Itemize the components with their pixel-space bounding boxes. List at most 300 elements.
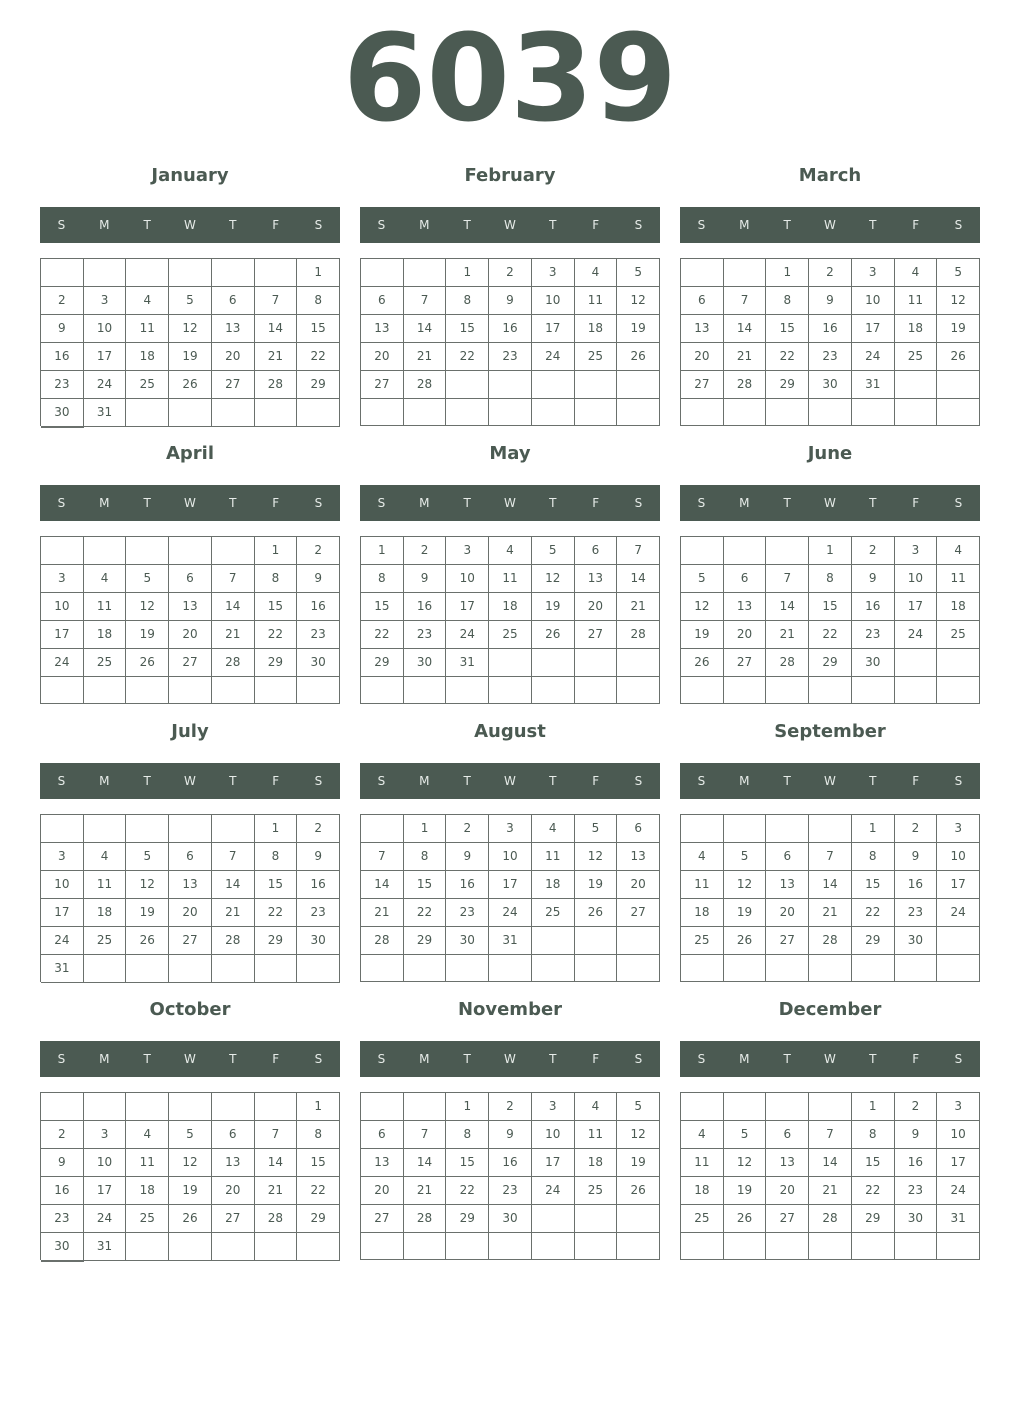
- day-cell: 29: [255, 649, 298, 677]
- empty-day-cell: [937, 677, 980, 704]
- day-cell: 19: [724, 899, 767, 927]
- empty-day-cell: [404, 1233, 447, 1260]
- weekday-label: F: [912, 218, 920, 232]
- day-cell: 28: [766, 649, 809, 677]
- month-january: [40, 160, 340, 422]
- day-cell: 23: [41, 371, 84, 399]
- month-july: [40, 716, 340, 978]
- day-grid: [360, 1092, 660, 1260]
- empty-day-cell: [532, 1233, 575, 1260]
- weekday-label: T: [869, 1052, 877, 1066]
- day-cell: 12: [724, 871, 767, 899]
- day-cell: 10: [446, 565, 489, 593]
- empty-day-cell: [126, 677, 169, 704]
- day-cell: 20: [169, 899, 212, 927]
- weekday-label: S: [634, 496, 643, 510]
- day-cell: 28: [404, 1205, 447, 1233]
- weekday-label: F: [592, 1052, 600, 1066]
- empty-day-cell: [895, 371, 938, 399]
- empty-day-cell: [489, 371, 532, 399]
- month-november: [360, 994, 660, 1256]
- day-cell: 12: [575, 843, 618, 871]
- empty-day-cell: [126, 399, 169, 427]
- day-grid: [360, 814, 660, 982]
- day-cell: 22: [766, 343, 809, 371]
- weekday-label: M: [99, 1052, 110, 1066]
- day-cell: 5: [575, 815, 618, 843]
- day-cell: 24: [532, 1177, 575, 1205]
- weekday-label: T: [869, 218, 877, 232]
- day-cell: 4: [126, 1121, 169, 1149]
- day-cell: 10: [84, 1149, 127, 1177]
- day-cell: 30: [852, 649, 895, 677]
- empty-day-cell: [681, 259, 724, 287]
- empty-day-cell: [446, 677, 489, 704]
- empty-day-cell: [169, 399, 212, 427]
- empty-day-cell: [404, 955, 447, 982]
- day-cell: 6: [724, 565, 767, 593]
- empty-day-cell: [809, 677, 852, 704]
- day-cell: 16: [895, 1149, 938, 1177]
- day-cell: 30: [895, 927, 938, 955]
- empty-day-cell: [446, 371, 489, 399]
- day-cell: 10: [41, 871, 84, 899]
- day-cell: 17: [532, 315, 575, 343]
- day-cell: 24: [489, 899, 532, 927]
- day-cell: 1: [446, 1093, 489, 1121]
- empty-day-cell: [41, 259, 84, 287]
- empty-day-cell: [84, 815, 127, 843]
- day-cell: 23: [404, 621, 447, 649]
- empty-day-cell: [681, 1093, 724, 1121]
- day-cell: 19: [937, 315, 980, 343]
- empty-day-cell: [617, 1205, 660, 1233]
- day-cell: 9: [404, 565, 447, 593]
- day-cell: 27: [724, 649, 767, 677]
- day-cell: 25: [895, 343, 938, 371]
- weekday-header: [680, 485, 980, 521]
- day-cell: 14: [212, 593, 255, 621]
- weekday-label: S: [697, 774, 706, 788]
- month-name: December: [778, 999, 882, 1020]
- day-cell: 15: [809, 593, 852, 621]
- day-cell: 21: [617, 593, 660, 621]
- day-cell: 31: [84, 1233, 127, 1261]
- weekday-label: S: [954, 496, 963, 510]
- empty-day-cell: [766, 955, 809, 982]
- weekday-label: S: [314, 218, 323, 232]
- empty-day-cell: [489, 677, 532, 704]
- weekday-label: W: [824, 774, 836, 788]
- day-cell: 7: [809, 843, 852, 871]
- weekday-label: F: [272, 1052, 280, 1066]
- day-cell: 11: [895, 287, 938, 315]
- day-cell: 20: [766, 1177, 809, 1205]
- day-cell: 19: [532, 593, 575, 621]
- day-cell: 9: [446, 843, 489, 871]
- empty-day-cell: [126, 259, 169, 287]
- day-cell: 15: [446, 1149, 489, 1177]
- day-cell: 19: [681, 621, 724, 649]
- empty-day-cell: [575, 677, 618, 704]
- day-cell: 9: [297, 843, 340, 871]
- day-cell: 26: [724, 927, 767, 955]
- day-cell: 30: [297, 927, 340, 955]
- empty-day-cell: [809, 1233, 852, 1260]
- month-name: March: [798, 165, 862, 186]
- empty-day-cell: [809, 955, 852, 982]
- weekday-label: M: [419, 774, 430, 788]
- day-cell: 28: [255, 371, 298, 399]
- day-cell: 23: [809, 343, 852, 371]
- day-cell: 18: [489, 593, 532, 621]
- day-cell: 18: [575, 1149, 618, 1177]
- day-cell: 24: [41, 649, 84, 677]
- weekday-label: W: [824, 218, 836, 232]
- day-grid: [680, 814, 980, 982]
- empty-day-cell: [255, 1233, 298, 1261]
- day-cell: 23: [446, 899, 489, 927]
- day-cell: 9: [41, 315, 84, 343]
- day-cell: 1: [297, 1093, 340, 1121]
- day-cell: 2: [809, 259, 852, 287]
- day-cell: 1: [361, 537, 404, 565]
- empty-day-cell: [681, 399, 724, 426]
- weekday-label: S: [57, 496, 66, 510]
- month-name: February: [464, 165, 556, 186]
- weekday-label: T: [783, 218, 791, 232]
- day-cell: 13: [681, 315, 724, 343]
- month-october: [40, 994, 340, 1256]
- empty-day-cell: [724, 1233, 767, 1260]
- weekday-label: S: [954, 1052, 963, 1066]
- day-cell: 30: [404, 649, 447, 677]
- day-cell: 18: [126, 1177, 169, 1205]
- day-cell: 14: [404, 315, 447, 343]
- empty-day-cell: [446, 399, 489, 426]
- day-cell: 14: [617, 565, 660, 593]
- day-cell: 27: [169, 649, 212, 677]
- day-cell: 2: [404, 537, 447, 565]
- weekday-label: M: [99, 218, 110, 232]
- empty-day-cell: [361, 955, 404, 982]
- day-cell: 22: [297, 1177, 340, 1205]
- day-cell: 10: [532, 1121, 575, 1149]
- day-cell: 4: [575, 1093, 618, 1121]
- day-cell: 6: [212, 287, 255, 315]
- weekday-label: F: [272, 774, 280, 788]
- empty-day-cell: [532, 927, 575, 955]
- day-cell: 21: [404, 343, 447, 371]
- empty-day-cell: [895, 399, 938, 426]
- weekday-label: T: [229, 218, 237, 232]
- month-september: [680, 716, 980, 978]
- day-cell: 20: [766, 899, 809, 927]
- empty-day-cell: [404, 259, 447, 287]
- empty-day-cell: [41, 677, 84, 704]
- day-cell: 14: [255, 1149, 298, 1177]
- empty-day-cell: [937, 1233, 980, 1260]
- empty-day-cell: [84, 955, 127, 983]
- day-cell: 1: [297, 259, 340, 287]
- day-cell: 5: [126, 843, 169, 871]
- day-cell: 16: [809, 315, 852, 343]
- empty-day-cell: [212, 259, 255, 287]
- empty-day-cell: [41, 427, 84, 428]
- empty-day-cell: [532, 371, 575, 399]
- day-cell: 21: [212, 899, 255, 927]
- weekday-label: M: [419, 1052, 430, 1066]
- weekday-label: F: [912, 496, 920, 510]
- day-cell: 7: [212, 565, 255, 593]
- day-cell: 29: [297, 371, 340, 399]
- weekday-label: W: [184, 496, 196, 510]
- empty-day-cell: [895, 1233, 938, 1260]
- day-cell: 9: [895, 1121, 938, 1149]
- empty-day-cell: [724, 259, 767, 287]
- day-cell: 11: [937, 565, 980, 593]
- day-cell: 17: [852, 315, 895, 343]
- day-cell: 5: [126, 565, 169, 593]
- day-cell: 24: [852, 343, 895, 371]
- weekday-label: W: [184, 774, 196, 788]
- day-cell: 30: [489, 1205, 532, 1233]
- day-cell: 6: [212, 1121, 255, 1149]
- day-cell: 13: [361, 315, 404, 343]
- weekday-label: W: [504, 774, 516, 788]
- day-cell: 13: [617, 843, 660, 871]
- day-cell: 16: [41, 1177, 84, 1205]
- day-cell: 25: [681, 927, 724, 955]
- day-cell: 20: [724, 621, 767, 649]
- day-cell: 30: [41, 399, 84, 427]
- day-cell: 27: [169, 927, 212, 955]
- weekday-label: T: [783, 1052, 791, 1066]
- weekday-header: [40, 485, 340, 521]
- empty-day-cell: [617, 371, 660, 399]
- day-cell: 26: [169, 371, 212, 399]
- day-cell: 12: [532, 565, 575, 593]
- day-cell: 8: [255, 843, 298, 871]
- day-cell: 17: [937, 1149, 980, 1177]
- weekday-label: T: [143, 218, 151, 232]
- day-cell: 25: [681, 1205, 724, 1233]
- empty-day-cell: [724, 1093, 767, 1121]
- day-cell: 20: [575, 593, 618, 621]
- weekday-label: S: [697, 218, 706, 232]
- empty-day-cell: [937, 371, 980, 399]
- day-cell: 13: [766, 871, 809, 899]
- empty-day-cell: [681, 955, 724, 982]
- day-cell: 22: [255, 621, 298, 649]
- day-cell: 13: [212, 1149, 255, 1177]
- day-cell: 3: [852, 259, 895, 287]
- day-cell: 19: [169, 1177, 212, 1205]
- weekday-label: S: [954, 218, 963, 232]
- day-grid: [680, 536, 980, 704]
- day-cell: 2: [489, 259, 532, 287]
- day-cell: 15: [361, 593, 404, 621]
- empty-day-cell: [255, 955, 298, 983]
- day-cell: 18: [895, 315, 938, 343]
- day-cell: 27: [681, 371, 724, 399]
- weekday-label: M: [419, 218, 430, 232]
- day-cell: 16: [446, 871, 489, 899]
- empty-day-cell: [255, 677, 298, 704]
- day-cell: 29: [361, 649, 404, 677]
- day-cell: 28: [255, 1205, 298, 1233]
- day-cell: 8: [361, 565, 404, 593]
- day-cell: 17: [41, 621, 84, 649]
- empty-day-cell: [575, 955, 618, 982]
- day-cell: 6: [681, 287, 724, 315]
- empty-day-cell: [937, 649, 980, 677]
- empty-day-cell: [361, 1093, 404, 1121]
- day-cell: 8: [852, 843, 895, 871]
- empty-day-cell: [724, 815, 767, 843]
- day-cell: 5: [617, 259, 660, 287]
- empty-day-cell: [446, 1233, 489, 1260]
- empty-day-cell: [297, 677, 340, 704]
- day-cell: 23: [489, 1177, 532, 1205]
- day-cell: 2: [41, 1121, 84, 1149]
- empty-day-cell: [297, 399, 340, 427]
- empty-day-cell: [169, 815, 212, 843]
- empty-day-cell: [169, 537, 212, 565]
- day-cell: 31: [852, 371, 895, 399]
- day-cell: 9: [895, 843, 938, 871]
- weekday-label: T: [869, 496, 877, 510]
- day-cell: 9: [297, 565, 340, 593]
- weekday-label: T: [229, 1052, 237, 1066]
- empty-day-cell: [361, 259, 404, 287]
- day-cell: 2: [297, 537, 340, 565]
- day-cell: 12: [169, 1149, 212, 1177]
- empty-day-cell: [212, 1093, 255, 1121]
- day-grid: [680, 1092, 980, 1260]
- day-cell: 21: [255, 343, 298, 371]
- day-cell: 25: [575, 1177, 618, 1205]
- empty-day-cell: [617, 677, 660, 704]
- day-cell: 3: [41, 565, 84, 593]
- empty-day-cell: [575, 927, 618, 955]
- day-cell: 31: [41, 955, 84, 983]
- day-cell: 25: [126, 371, 169, 399]
- day-cell: 23: [297, 621, 340, 649]
- day-cell: 4: [126, 287, 169, 315]
- day-cell: 30: [446, 927, 489, 955]
- day-cell: 31: [84, 399, 127, 427]
- day-cell: 31: [489, 927, 532, 955]
- empty-day-cell: [766, 677, 809, 704]
- month-name: November: [457, 999, 563, 1020]
- empty-day-cell: [724, 399, 767, 426]
- empty-day-cell: [895, 677, 938, 704]
- day-cell: 18: [937, 593, 980, 621]
- day-cell: 14: [404, 1149, 447, 1177]
- day-cell: 11: [126, 1149, 169, 1177]
- weekday-label: S: [57, 218, 66, 232]
- day-cell: 25: [575, 343, 618, 371]
- day-cell: 8: [446, 287, 489, 315]
- day-cell: 7: [404, 1121, 447, 1149]
- empty-day-cell: [617, 955, 660, 982]
- day-cell: 18: [126, 343, 169, 371]
- day-cell: 11: [84, 871, 127, 899]
- day-cell: 21: [361, 899, 404, 927]
- day-cell: 20: [169, 621, 212, 649]
- empty-day-cell: [895, 649, 938, 677]
- weekday-label: S: [57, 1052, 66, 1066]
- day-cell: 3: [41, 843, 84, 871]
- day-cell: 7: [766, 565, 809, 593]
- day-cell: 14: [212, 871, 255, 899]
- day-cell: 22: [361, 621, 404, 649]
- day-cell: 24: [532, 343, 575, 371]
- day-cell: 4: [84, 565, 127, 593]
- weekday-header: [360, 763, 660, 799]
- day-cell: 6: [617, 815, 660, 843]
- day-cell: 14: [809, 1149, 852, 1177]
- day-cell: 10: [489, 843, 532, 871]
- day-cell: 31: [937, 1205, 980, 1233]
- day-cell: 14: [255, 315, 298, 343]
- empty-day-cell: [766, 1093, 809, 1121]
- empty-day-cell: [809, 1093, 852, 1121]
- day-cell: 5: [724, 843, 767, 871]
- empty-day-cell: [84, 259, 127, 287]
- day-cell: 22: [852, 899, 895, 927]
- day-cell: 21: [255, 1177, 298, 1205]
- day-cell: 13: [169, 593, 212, 621]
- day-cell: 8: [255, 565, 298, 593]
- empty-day-cell: [575, 1233, 618, 1260]
- day-cell: 20: [361, 343, 404, 371]
- day-cell: 5: [681, 565, 724, 593]
- day-cell: 10: [937, 843, 980, 871]
- day-cell: 21: [809, 1177, 852, 1205]
- month-name: July: [171, 721, 209, 742]
- day-cell: 13: [724, 593, 767, 621]
- weekday-label: F: [592, 218, 600, 232]
- empty-day-cell: [809, 399, 852, 426]
- weekday-label: S: [697, 496, 706, 510]
- day-cell: 11: [575, 287, 618, 315]
- weekday-label: M: [99, 496, 110, 510]
- day-cell: 18: [84, 621, 127, 649]
- day-cell: 6: [766, 1121, 809, 1149]
- weekday-label: S: [634, 218, 643, 232]
- day-cell: 6: [169, 843, 212, 871]
- day-cell: 27: [766, 927, 809, 955]
- day-cell: 18: [532, 871, 575, 899]
- day-cell: 12: [169, 315, 212, 343]
- day-cell: 4: [681, 843, 724, 871]
- day-cell: 16: [895, 871, 938, 899]
- day-cell: 12: [681, 593, 724, 621]
- weekday-label: T: [783, 774, 791, 788]
- day-cell: 16: [41, 343, 84, 371]
- weekday-label: T: [549, 774, 557, 788]
- weekday-label: T: [549, 1052, 557, 1066]
- day-cell: 19: [126, 899, 169, 927]
- day-cell: 3: [937, 815, 980, 843]
- day-cell: 4: [489, 537, 532, 565]
- empty-day-cell: [126, 955, 169, 983]
- weekday-label: S: [314, 774, 323, 788]
- day-cell: 30: [41, 1233, 84, 1261]
- weekday-label: S: [634, 774, 643, 788]
